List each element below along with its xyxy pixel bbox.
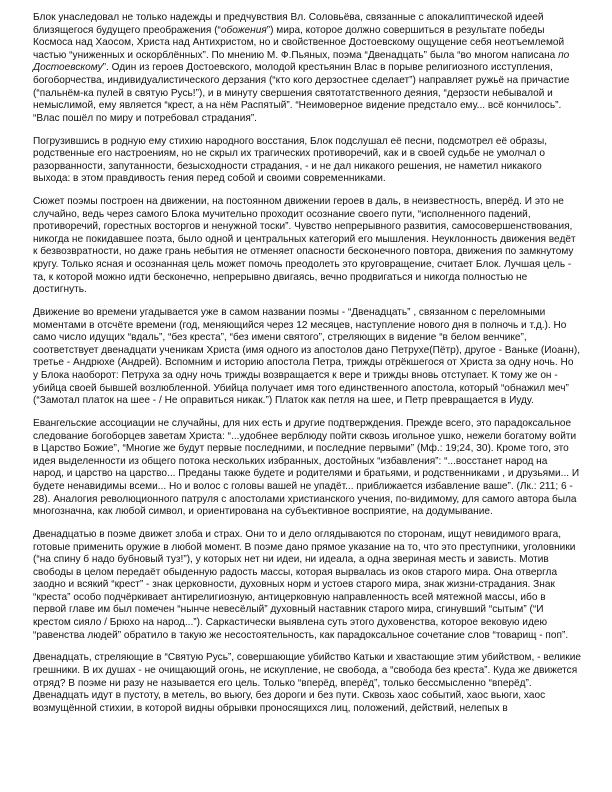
text-run: Евангельские ассоциации не случайны, для них есть и другие подтверждения. Прежде всего, это парадоксальное следование богоборцев заветам Христа: “...удобнее верблюду пойти сквозь игольное ушко, нежели богатому войти в Царство Божие”, “Многие же будут первые последними, и последние первыми” (Мф.: 19;24, 30). Кроме того, это идея выделенности из общего потока нескольких избранных, достойных “избавления”: “...восстанет народ на народ, и царство на царство... Преданы также будете и родителями и братьями, и родственниками , и друзьями... И будете ненавидимы всеми... Но и волос с головы вашей не упадёт... приближается избавление ваше”. (Лк.: 211; 6 - 28). Аналогия революционного патруля с апостолами христианского учения, по-видимому, для самого автора была многозначна, как любой символ, и ориентирована на субъективное восприятие, на додумывание. [33, 417, 580, 518]
text-run: Движение во времени угадывается уже в самом названии поэмы - “Двенадцать” , связанном с переломными моментами в отсчёте времени (год, меняющийся через 12 месяцев, наступление нового дня в полночь и т.д.). Но само число идущих “вдаль”, “без креста”, “без имени святого”, стреляющих в видение “в белом венчике”, соответствует двенадцати ученикам Христа (имя одного из апостолов дано Петрухе(Пётр), другое - Ваньке (Иоанн), третье - Андрюхе (Андрей). Вспомним и историю апостола Петра, трижды отрёкшегося от Христа за одну ночь. Но у Блока наоборот: Петруха за одну ночь трижды возвращается к вере и трижды вновь отступает. К тому же он - убийца своей бывшей возлюбленной. Убийца получает имя того единственного апостола, который “обнажил меч” (“Замотал платок на шее - / Не оправиться никак.”) Платок как петля на шее, и Петр превращается в Иуду. [33, 307, 581, 407]
document-page [33, 12, 581, 715]
text-run: Блок унаследовал не только надежды и предчувствия Вл. Соловьёва, связанные с апокалиптической идеей близящегося будущего преображения (“ [33, 12, 544, 36]
text-run: Двенадцать, стреляющие в “Святую Русь”, совершающие убийство Катьки и хвастающие этим убийством, - великие грешники. В их душах - не очищающий огонь, не искупление, не свобода, а “свобода без креста”. Куда же движется отряд? В поэме ни разу не называется его цель. Только “вперёд, вперёд”, только бессмысленно “вперёд”. Двенадцать идут в пустоту, в метель, во вьюгу, без дороги и без пути. Сквозь хаос событий, хаос вьюги, хаос возмущённой стихии, в которой видны обрывки проносящихся лиц, положений, действий, нелепых в [33, 652, 581, 714]
paragraph-great-sinners [33, 652, 581, 715]
text-run-italic: по Достоевскому [33, 49, 570, 74]
text-run: Погрузившись в родную ему стихию народного восстания, Блок подслушал её песни, подсмотрел её образы, родственные его настроениям, но не скрыл их трагических противоречий, как и в своей судьбе не умолчал о разорванности, запутанности, безысходности страдания, - и не дал никакого решения, не наметил никакого выхода: в этом правдивость гения перед собой и своими современниками. [33, 135, 548, 185]
paragraph-plot-movement [33, 196, 581, 297]
text-run: ”. Один из героев Достоевского, молодой крестьянин Влас в порыве религиозного исступления, богоборчества, индивидуалистического дерзания (“кто кого дерзостнее сделает”) направляет ружьё на причастие (“пальнём-ка пулей в святую Русь!”), и в минуту свершения святотатственного деяния, “дерзости небывалой и немыслимой, ему является “крест, а на нём Распятый”. “Неимоверное видение предстало ему... всё кончилось”. “Влас пошёл по миру и потребовал страдания”. [33, 62, 570, 124]
paragraph-movement-in-time [33, 307, 581, 408]
paragraph-malice-and-fear [33, 529, 581, 642]
text-run: ”) мира, которое должно совершиться в результате победы Космоса над Хаосом, Христа над Антихристом, но и свойственное Достоевскому ощущение себя неотъемлемой частью “униженных и оскорблённых”. По мнению М. Ф.Пьяных, поэма “Двенадцать” была “во многом написана [33, 24, 565, 61]
paragraph-gospel-associations [33, 418, 581, 519]
paragraph-blok-inheritance [33, 12, 581, 125]
paragraph-popular-uprising [33, 136, 581, 186]
text-run: Двенадцатью в поэме движет злоба и страх. Они то и дело оглядываются по сторонам, ищут невидимого врага, готовые применить оружие в любой момент. В поэме дано прямое указание на то, что это преступники, уголовники (“на спину б надо бубновый туз!”), у которых нет ни идеи, ни идеала, а одна звериная месть и зависть. Мотив свободы в целом передаёт обыденную радость массы, которая вырвалась из оков старого мира. Она отвергла заодно и всякий “крест” - знак церковности, духовных норм и устоев старого мира, знак жизни-страдания. Знак “креста” особо подчёркивает антирелигиозную, антицерковную направленность всей мятежной массы, ибо в первой главе им был помечен “нынче невесёлый” духовный наставник старого мира, сгинувший “сытым” (“И крестом сияло / Брюхо на народ...”). Саркастически выявлена суть этого духовенства, которое вековую идею “равенства людей” обратило в такую же несостоятельность, как парадоксальное сочетание слов “товарищ - поп”. [33, 528, 576, 641]
text-run-italic: обожения [220, 24, 267, 36]
text-run: Сюжет поэмы построен на движении, на постоянном движении героев в даль, в неизвестность, вперёд. И это не случайно, ведь через самого Блока мучительно проходит осознание своего пути, “исполненного падений, противоречий, горестных восторгов и ненужной тоски”. Чувство непрерывного развития, самосовершенствования, никогда не покидавшее поэта, было одной и центральных категорий его мышления. Неуклонность движения ведёт к безвозвратности, но даже грань небытия не отменяет опасности бесконечного повтора, движения по замкнутому кругу. Только ясная и осознанная цель может помочь преодолеть это круговращение, считает Блок. Лучшая цель - та, к которой можно идти бесконечно, непрерывно двигаясь, вечно продвигаться и никогда полностью не достигнуть. [33, 196, 576, 296]
